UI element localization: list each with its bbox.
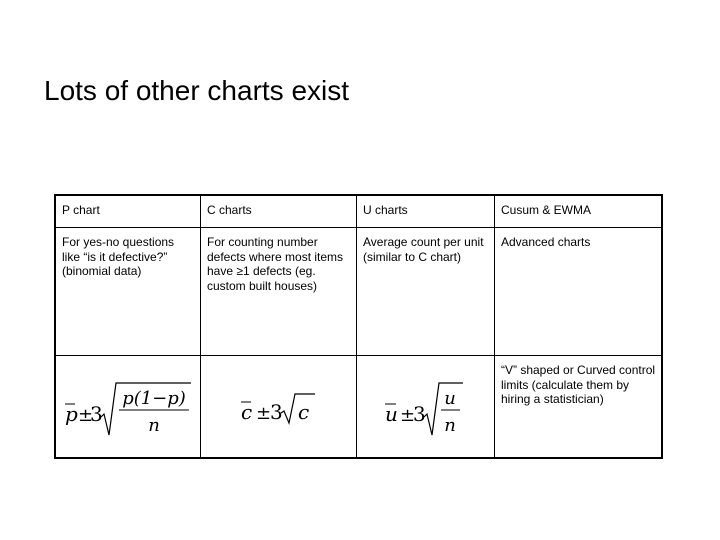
description-u-charts: Average count per unit (similar to C chart): [357, 228, 495, 356]
u-denominator: n: [444, 415, 456, 436]
header-c-charts: C charts: [201, 196, 357, 228]
header-cusum-ewma: Cusum & EWMA: [495, 196, 663, 228]
formula-p-chart: [56, 356, 201, 458]
u-numerator: u: [444, 388, 456, 409]
control-chart-table: [54, 194, 663, 459]
p-numerator: p(1−p): [122, 388, 186, 409]
c-chart-limits-formula: [239, 389, 319, 429]
c-var: c: [240, 400, 252, 424]
description-p-chart: For yes-no questions like “is it defective?” (binomial data): [56, 228, 201, 356]
formula-c-charts: [201, 356, 357, 458]
u-plus-minus: ±: [400, 405, 416, 426]
p-var: p: [65, 402, 78, 426]
description-c-charts: For counting number defects where most items have ≥1 defects (eg. custom built houses): [201, 228, 357, 356]
p-chart-limits-formula: [63, 379, 193, 439]
p-coefficient: 3: [90, 402, 103, 426]
p-plus-minus: ±: [78, 405, 94, 426]
c-plus-minus: ±: [255, 403, 271, 424]
p-denominator: n: [148, 415, 160, 436]
formula-u-charts: [357, 356, 495, 458]
u-var: u: [385, 402, 398, 426]
header-p-chart: P chart: [56, 196, 201, 228]
u-chart-limits-formula: [383, 379, 468, 439]
description-cusum-ewma: Advanced charts: [495, 228, 663, 356]
u-coefficient: 3: [413, 402, 426, 426]
c-coefficient: 3: [269, 400, 283, 424]
c-radicand: c: [297, 400, 309, 424]
header-u-charts: U charts: [357, 196, 495, 228]
cusum-note: “V” shaped or Curved control limits (calculate them by hiring a statistician): [501, 363, 656, 407]
slide-title: Lots of other charts exist: [44, 75, 350, 106]
